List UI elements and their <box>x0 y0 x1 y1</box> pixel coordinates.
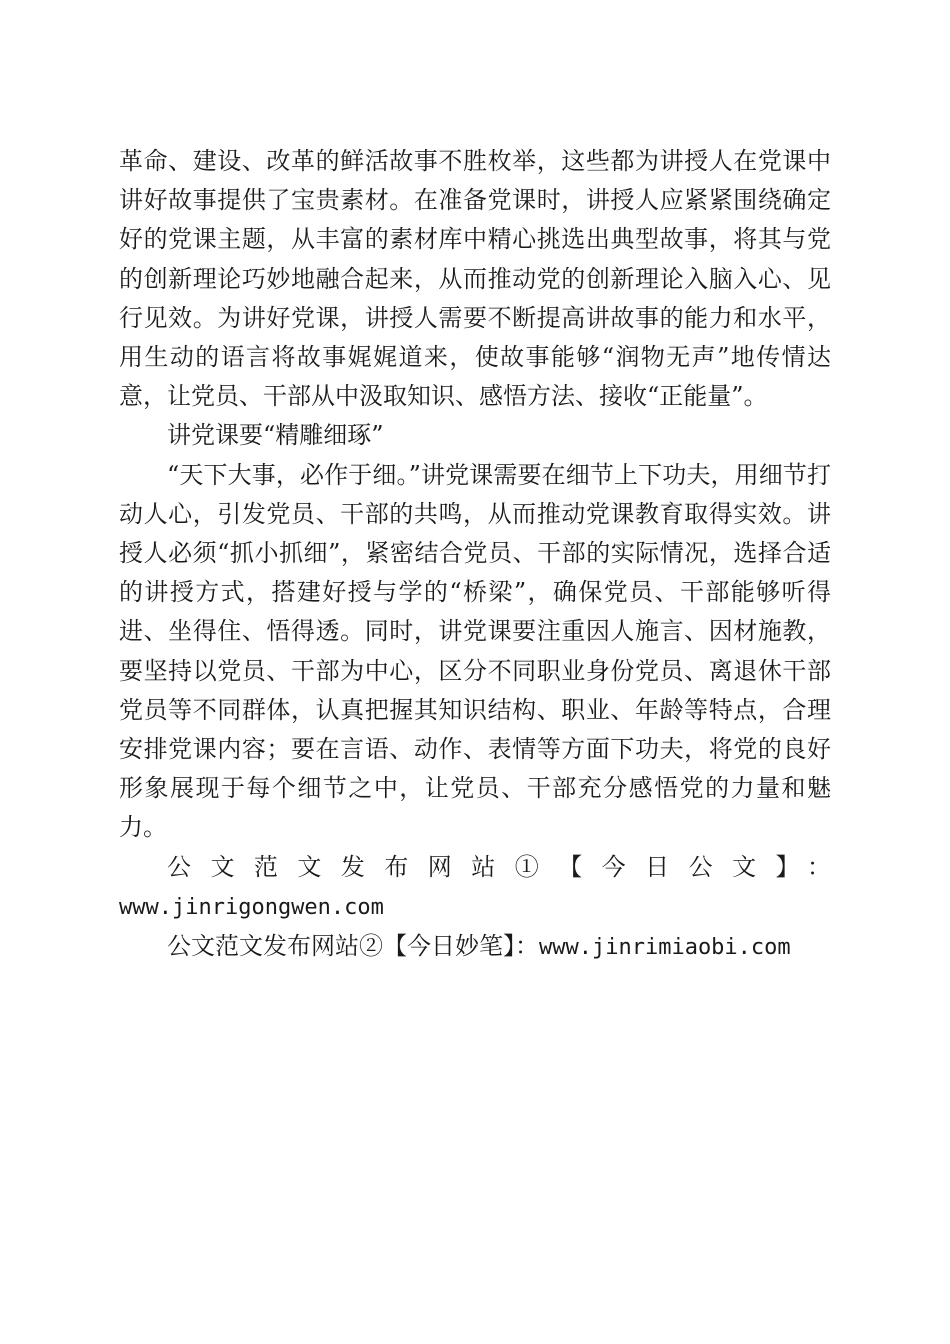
document-body <box>119 142 831 967</box>
website-line-2 <box>119 927 831 967</box>
website-2-label: 公文范文发布网站②【今日妙笔】： <box>167 932 539 961</box>
website-1-label: 公文范文发布网站①【今日公文】： <box>167 852 831 881</box>
paragraph-details: “天下大事，必作于细。”讲党课需要在细节上下功夫，用细节打动人心，引发党员、干部的共鸣，从而推动党课教育取得实效。讲授人必须“抓小抓细”，紧密结合党员、干部的实际情况，选择合适的讲授方式，搭建好授与学的“桥梁”，确保党员、干部能够听得进、坐得住、悟得透。同时，讲党课要注重因人施言、因材施教，要坚持以党员、干部为中心，区分不同职业身份党员、离退休干部党员等不同群体，认真把握其知识结构、职业、年龄等特点，合理安排党课内容；要在言语、动作、表情等方面下功夫，将党的良好形象展现于每个细节之中，让党员、干部充分感悟党的力量和魅力。 <box>119 460 831 842</box>
website-line-1 <box>119 848 831 927</box>
website-1-url[interactable]: www.jinrigongwen.com <box>119 894 384 920</box>
website-2-url[interactable]: www.jinrimiaobi.com <box>539 935 791 961</box>
paragraph-stories: 革命、建设、改革的鲜活故事不胜枚举，这些都为讲授人在党课中讲好故事提供了宝贵素材。在准备党课时，讲授人应紧紧围绕确定好的党课主题，从丰富的素材库中精心挑选出典型故事，将其与党的创新理论巧妙地融合起来，从而推动党的创新理论入脑入心、见行见效。为讲好党课，讲授人需要不断提高讲故事的能力和水平，用生动的语言将故事娓娓道来，使故事能够“润物无声”地传情达意，让党员、干部从中汲取知识、感悟方法、接收“正能量”。 <box>119 147 831 411</box>
section-heading: 讲党课要“精雕细琢” <box>167 421 384 450</box>
